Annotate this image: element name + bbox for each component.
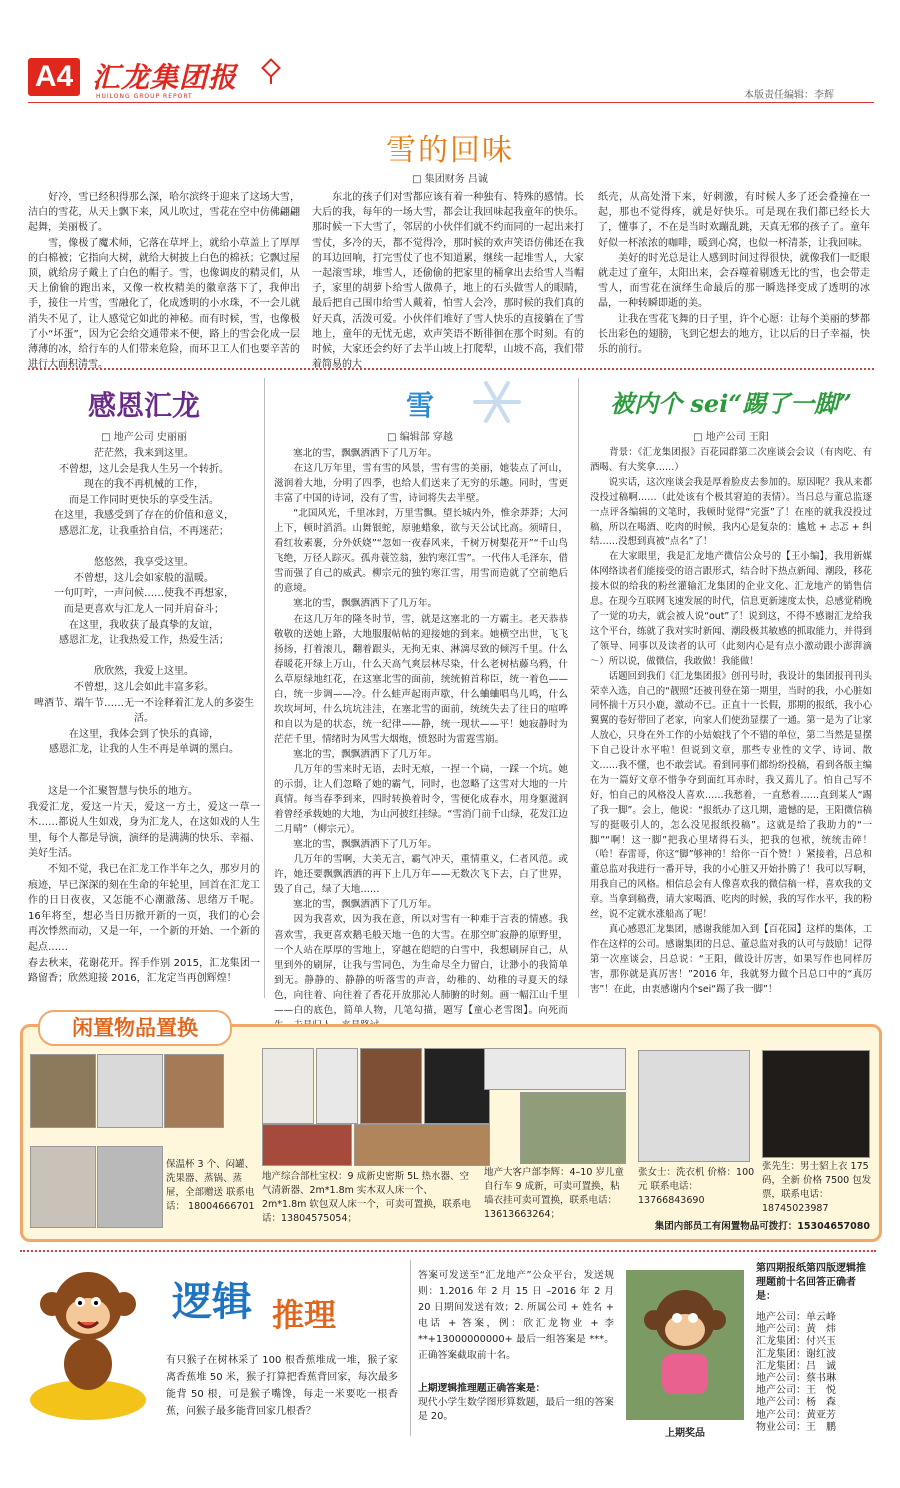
winners-title: 第四期报纸第四版逻辑推理题前十名回答正确者是： (756, 1263, 866, 1302)
last-answer-title: 上期逻辑推理题正确答案是： (418, 1383, 546, 1394)
article-text: 塞北的雪，飘飘洒洒下了几万年。 在这几万年里，雪有雪的风景，雪有雪的美丽，她装点了河山，滋润着大地，分明了四季，也给人们送来了无穷的乐趣。同时，雪更丰富了中国的诗词，没有了雪，诗词将失去半壁。 “北国风光，千里冰封，万里雪飘。望长城内外，惟余莽莽；大河上下，顿时滔滔。山舞银蛇，原驰蜡象，欲与天公试比高。须晴日，看红妆素裹，分外妖娆”“忽如一夜春风来，千树万树梨花开”“千山鸟飞绝，万径人踪灭。孤舟蓑笠翁，独钓寒江雪”。一代伟人毛泽东，借雪而强了自己的威武。柳宗元的独钓寒江雪，用雪而造就了空前绝后的意境。 塞北的雪，飘飘洒洒下了几万年。 在这几万年的隆冬时节，雪，就是这塞北的一方霸主。老天恭恭敬敬的送她上路，大地服服帖帖的迎接她的到来。她横空出世，飞飞扬扬，打着滚儿，翻着跟头，无拘无束、淋漓尽致的倾泻千里。什么春暖花开绿上万山，什么天高气爽层林尽染，什么老树枯藤乌鸦，什么草原绿地红花，在这塞北雪的面前，统统俯首称臣，统一着色——白，统一步调——冷。什么蛙声起雨声歇，什么蛐蛐唱鸟儿鸣，什么坎坎坷坷，什么坑坑洼洼，在塞北雪的面前，统统失去了往日的喧哗和自以为是的状态，统一纪律——静，统一现状——平！她寂静时为茫茫千里，情绪时为风雪大烟炮，愤怒时为雷霆雪崩。 塞北的雪，飘飘洒洒下了几万年。 几万年的雪来时无语，去时无痕，一捏一个扁，一踩一个坑。她的示弱，让人们忽略了她的霸气，同时，也忽略了这雪对大地的一片真情。每当春季到来，四时转换着时令，雪便化成春水，用身躯滋润着曾经承载她的大地，为山河披红挂绿。“雪消门前千山绿，花发江边二月晴”（柳宗元）。 塞北的雪，飘飘洒洒下了几万年。 几万年的雪啊，大美无言，霸气冲天，重情重义，仁者风范。或许，她还要飘飘洒洒的再下上几万年——无数次飞下去，白了世界，毁了自己，绿了大地…… 塞北的雪，飘飘洒洒下了几万年。 因为我喜欢，因为我在意，所以对雪有一种难于言表的情感。我喜欢雪，我更喜欢鹅毛般天地一色的大雪。在那空旷寂静的原野里，一个人站在厚厚的雪地上，穿越在皑皑的白雪中，我想刷屏自己，从里到外的刷屏，让我与雪同色，为生命尽全力留白，让渺小的我简单到无。静静的、静静的听落雪的声音，幼稚的、幼稚的寻夏天的绿色，向往着、向往着了香花开放那沁人肺腑的时刻。画一幅江山千里——白的底色，简单人物，几笔勾描，题写【童心老雪图】。向死而 (274, 448, 568, 1016)
puzzle-title: 推理 (272, 1297, 337, 1333)
item-caption: 地产综合部杜宝权：9 成新史密斯 5L 热水器、空气清新器、2m*1.8m 实木双人床一个、2m*1.8m 软包双人床一个，可卖可置换，联系电话：13804575054； (262, 1171, 471, 1224)
article-title: 雪 (405, 389, 434, 422)
exchange-title: 闲置物品置换 (38, 1010, 232, 1046)
prize-caption: 上期奖品 (665, 1428, 705, 1439)
article-byline: □ 集团财务 吕诚 (412, 174, 488, 185)
article-byline: □ 地产公司 史丽丽 (101, 432, 187, 443)
winner-item: 地产公司：单云峰 (756, 1312, 836, 1323)
monkey-icon (24, 1260, 154, 1424)
column-separator (578, 378, 579, 998)
item-caption: 张女士：洗衣机 价格：100 元 联系电话：13766843690 (638, 1167, 755, 1206)
article-byline: □ 地产公司 王阳 (693, 432, 769, 443)
winner-item: 地产公司：黄亚芳 (756, 1409, 836, 1421)
article-byline: □ 编辑部 穿越 (387, 432, 453, 443)
bicycle-photo (520, 1092, 626, 1164)
poem: 茫茫然，我来到这里。 不曾想，这儿会是我人生另一个转折。 现在的我不再机械的工作， 而是工作同时更快乐的享受生活。 在这里，我感受到了存在的价值和意义， 感恩汇龙，让我重拾自信，不再迷茫； 悠悠然，我享受这里。 不曾想，这儿会如家般的温暖。 一句叮咛，一声问候……使我不再想家， 而是更喜欢与汇龙人一同并肩奋斗； 在这里，我收获了最真挚的友谊， 感恩汇龙，让我热爱工作，热爱生活； 欣欣然，我爱上这里。 不曾想，这儿会如此丰富多彩。 啤酒节、端午节……无一不诠释着汇龙人的多姿生活。 在这里，我体会到了快乐的真谛， 感恩汇龙，让我的人生不再是单调的黑白。 (34, 448, 254, 756)
steamer-photo (164, 1054, 224, 1128)
article-text: 背景：《汇龙集团报》百花园群第二次座谈会会议（有肉吃、有酒喝、有大奖拿……） 说实话，这次座谈会我是厚着脸皮去参加的。原因呢？我从来都没投过稿啊……（此处该有个极其窘迫的表情）。当吕总与董总监逐一点评各编辑的文笔时，我顿时觉得“完蛋”了！在座的就我没投过稿，所以在喝酒、吃肉的时候，我内心是复杂的：尴尬 + 忐忑 + 纠结……没想到真被“点名”了！ 在大家眼里，我是汇龙地产微信公众号的【王小编】，我用新媒体网络读者们能接受的语言跟形式，结合时下热点新闻、潮段，移花接木似的给我的粉丝灌输汇龙集团的企业文化、汇龙地产的销售信息。在现今互联网飞速发展的时代，信息更新速度太快，总感觉稍晚了一觉的功夫，就会被人说“out”了！说到这，不得不感谢汇龙给我这个平台，练就了我对实时新闻、潮段极其敏感的抓取能力，并得到了领导、同事以及读者的认可（此刻内心是有点小激动跟小澎湃滴～）所以说，做微信，我敢做！我能做！ 话题回到我们《汇龙集团报》创刊号时，我设计的集团报刊刊头荣幸入选，自己的“靓照”还被刊登在第一期里，当时的我，小心脏如同怀揣十万只小鹿，激动不已。正直十一长假，那期的报纸，我小心翼翼的卷好带回了老家，向家人们使劲显摆了一通。第一是为了让家人放心，只身在外工作的小姑娘找了个不错的单位，第二当然是显摆下自己设计水平啦！但说到文章，那些专业性的文学、诗词、散文……我不懂，也不敢尝试。看到同事们都纷纷投稿，看到各版主编在为一篇好文章不惜争夺到面红耳赤时，我又蔫儿了。怕自己写不好，怕自己的风格没人喜欢……我愁着，一直愁着……直到某人“踢了我一脚”。会上，他说：“报纸办了这几期，遗憾的是，王阳微信稿写的挺吸引人的，怎么没见报纸投稿”。这就是给了我助力的“一脚”“啊！这一脚”把我心里堵得石头，把我的包袱，统统击碎！（哈！春雷哥，你这“脚”够神的！给你一百个赞！）紧接着，吕总和董总监对我进行一番开导，我的小心脏又开始扑腾了！我可以写啊，用我自己的风格。相信总会有人像喜欢我的微信稿一样，喜欢我的文章。当拿到稿费，请大家喝酒、吃肉的时候，我的写作水平，我的粉丝，说不定就水涨船高了呢！ 真心感恩汇龙集团，感谢我能加入到【百花园】这样的集体，工作在这样的公司。感谢集团的吕总、董总监对我的认可与鼓励！记得第一次座谈会，吕总说：“王阳，做设计厉害，如果写作也同样厉害，那你就是真厉害！”2016 年，我就努力做个吕总口中的“真厉害”！在此，由衷感谢内个sei“踢了我一脚”！ (590, 447, 872, 995)
puzzle-question: 有只猴子在树林采了 100 根香蕉堆成一堆，猴子家离香蕉堆 50 米，猴子打算把香蕉背回家，每次最多能背 50 根，可是猴子嘴馋，每走一米要吃一根香蕉，问猴子最多能背回家几根香？ (166, 1355, 398, 1417)
wall-hanger-photo (484, 1048, 626, 1090)
winner-item: 汇龙集团：付兴玉 (756, 1336, 836, 1348)
bed-photo (354, 1124, 490, 1166)
winner-item: 物业公司：王 鹏 (756, 1421, 836, 1433)
exchange-contact: 集团内部员工有闲置物品可拨打：15304657080 (654, 1221, 870, 1232)
header-rule (28, 102, 874, 103)
winner-item: 地产公司：蔡书琳 (756, 1373, 836, 1385)
tv-stand-photo (424, 1048, 490, 1124)
chinese-knot-icon (258, 58, 284, 84)
section-divider (20, 1250, 876, 1252)
winner-item: 地产公司：黄 炜 (756, 1324, 836, 1336)
article-text: 这是一个汇聚智慧与快乐的地方。 我爱汇龙，爱这一片天，爱这一方土，爱这一草一木……都说人生如戏，身为汇龙人，在这如戏的人生里，每个人都是导演，演绎的是满满的快乐、幸福、美好生活。 不知不觉，我已在汇龙工作半年之久，那岁月的痕迹，早已深深的刻在生命的年轮里，回首在汇龙工作的日日夜夜，又怎能不心潮澈荡、思绪万千呢。16年将至，想必当日历掀开新的一页，我们的心会再次悸然而动，又是一年，一个新的开始、一个新的起点…… 春去秋来，花谢花开。挥手作别 2015，汇龙集团一路留香；欣然迎接 2016，汇龙定当再创辉煌！ (28, 786, 260, 985)
fur-coat-photo (762, 1050, 870, 1158)
puzzle-title: 逻辑 (172, 1280, 252, 1324)
winner-item: 地产公司：王 悦 (756, 1385, 836, 1397)
winners-list (756, 1312, 874, 1434)
item-caption: 保温杯 3 个、闷罐、洗果器、蒸锅、蒸屉，全部赠送 联系电话： 18004666701 (166, 1159, 255, 1212)
article-title: 雪的回味 (386, 133, 514, 168)
puzzle-rules: 答案可发送至“汇龙地产”公众平台，发送规则：1.2016 年 2 月 15 日 –2016 年 2 月 20 日期间发送有效；2. 所属公司 + 姓名 + 电话 + 答案，例：欣汇龙物业 + 李 **+13000000000+ 最后一组答案是 ***。正确答案截取前十名。 (418, 1270, 614, 1361)
last-answer: 现代小学生数学图形算数题，最后一组的答案是 20。 (418, 1397, 614, 1422)
air-purifier-photo (316, 1048, 358, 1124)
toy-monkey-icon (640, 1280, 730, 1410)
winner-item: 汇龙集团：吕 诚 (756, 1360, 836, 1372)
editor-credit: 本版责任编辑：李辉 (744, 90, 834, 101)
colander-photo (97, 1054, 163, 1128)
thermos-photo (30, 1054, 96, 1128)
item-caption: 地产大客户部李辉：4–10 岁儿童自行车 9 成新，可卖可置换，粘墙衣挂可卖可置换，联系电话：13613663264； (484, 1167, 624, 1220)
bed-photo (262, 1124, 352, 1166)
item-caption: 张先生：男士貂上衣 175 码，全新 价格 7500 包发票，联系电话：18745023987 (762, 1161, 872, 1214)
steamer-photo (97, 1146, 163, 1228)
water-heater-photo (262, 1048, 314, 1124)
snowflake-icon (465, 376, 529, 428)
column-separator (264, 378, 265, 998)
article-column: 好冷，雪已经积得那么深，哈尔滨终于迎来了这场大雪，洁白的雪花，从天上飘下来，风儿吹过，雪花在空中仿佛翩翩起舞，美丽极了。 雪，像极了魔术师，它落在草坪上，就给小草盖上了厚厚的白棉被；它指向大树，就给大树披上白色的棉袄；它飘过屋顶，就给房子戴上了白色的帽子。雪，也像调皮的精灵们，从天上偷偷的跑出来，又像一枚枚精美的徽章落下了，我伸出手，接住一片雪，雪融化了，化成透明的小水珠，不一会儿就消失不见了，让人感觉它如此的神秘。而有时候，雪，也像极了小“坏蛋”，因为它会给交通带来不便，路上的雪会化成一层薄薄的冰，给行车的人们带来危险，而环卫工人们也要辛苦的进行大面积清雪。 (28, 192, 300, 371)
page-tag: A4 (28, 58, 80, 96)
desk-photo (360, 1048, 422, 1124)
pot-photo (30, 1146, 96, 1228)
article-title: 被内个 sei“踢了一脚” (610, 389, 852, 418)
article-title: 感恩汇龙 (87, 389, 200, 422)
logo-text: 汇龙集团报 (92, 62, 238, 93)
article-column: 纸壳，从高处滑下来，好刺激，有时候人多了还会叠撞在一起，那也不觉得疼，就是好快乐。可是现在我们都已经长大了，懂事了，不在是当时欢蹦乱跳，天真无邪的孩子了。童年好似一杯浓浓的咖啡，暖到心窝，也似一杯清茶，让我回味。 美好的时光总是让人感到时间过得很快，就像我们一眨眼就走过了童年，太阳出来，会吞噬着剔透无比的雪，也会带走雪人，而雪花在演绎生命最后的那一瞬选择变成了透明的冰晶，一种转瞬即逝的美。 让我在雪花飞舞的日子里，许个心愿：让每个美丽的梦都长出彩色的翅膀，飞到它想去的地方，让以后的日子幸福，快乐的前行。 (598, 192, 870, 356)
section-divider (28, 368, 874, 370)
logo-subtitle: HUILONG GROUP REPORT (96, 93, 193, 100)
column-separator (410, 1260, 411, 1436)
winner-item: 地产公司：杨 森 (756, 1397, 836, 1409)
prize-photo (626, 1270, 744, 1420)
winner-item: 汇龙集团：谢红波 (756, 1348, 836, 1360)
article-column: 东北的孩子们对雪都应该有着一种独有、特殊的感情。长大后的我，每年的一场大雪，都会让我回味起我童年的快乐。那时候一下大雪了，邻居的小伙伴们就不约而同的一起出来打雪仗，多冷的天，都不觉得冷，那时候的欢声笑语仿佛还在我的耳边回响，打完雪仗了也不知道累，继续一起堆雪人，大家一起滚雪球，堆雪人，还偷偷的把家里的桶拿出去给雪人当帽子，家里的胡萝卜给雪人做鼻子，地上的石头做雪人的眼睛，最后把自己围巾给雪人戴着，怕雪人会冷，那时候的我们真的好天真，活泼可爱。小伙伴们堆好了雪人快乐的直接躺在了雪地上，童年的无忧无虑，欢声笑语不断徘徊在那个时刻。有的时候，大家还会约好了去半山坡上打爬犁，山坡不高，我们带着简易的大 (312, 192, 584, 371)
washing-machine-photo (638, 1050, 750, 1162)
